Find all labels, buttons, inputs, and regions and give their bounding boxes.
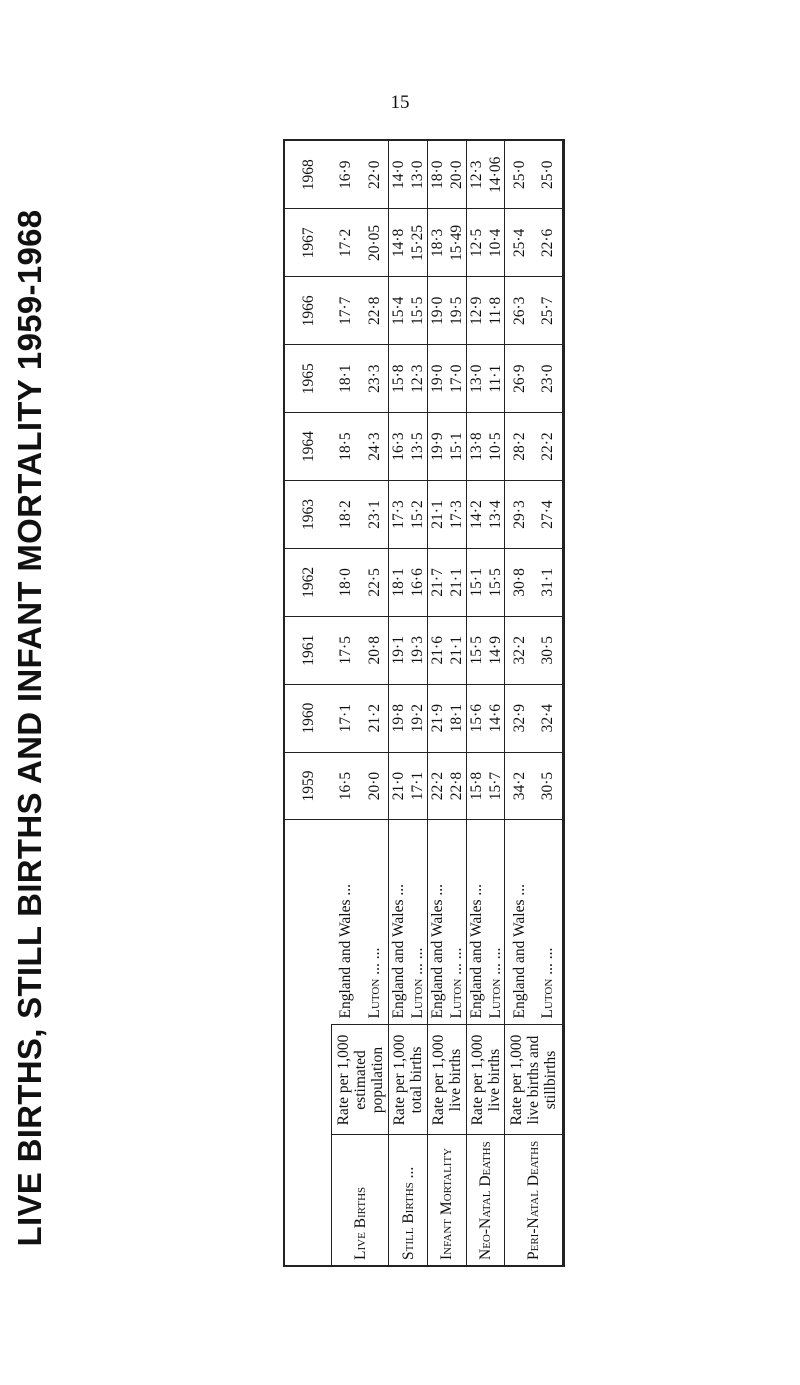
rate-cell: 27·4 [534, 481, 563, 549]
rate-cell: 13·8 [466, 413, 485, 481]
area-label: Luton ... ... [534, 820, 563, 1025]
year-header-1964: 1964 [285, 413, 332, 481]
rate-cell: 32·2 [505, 616, 534, 684]
year-header-1959: 1959 [285, 752, 332, 820]
rate-cell: 24·3 [360, 413, 389, 481]
rate-cell: 20·05 [360, 209, 389, 277]
rate-cell: 25·0 [505, 141, 534, 209]
rate-cell: 28·2 [505, 413, 534, 481]
rate-cell: 16·9 [332, 141, 360, 209]
rate-cell: 23·3 [360, 345, 389, 413]
rate-cell: 18·1 [332, 345, 360, 413]
statistics-table-frame [285, 141, 563, 1265]
rate-cell: 14·8 [389, 209, 408, 277]
rate-cell: 12·3 [408, 345, 427, 413]
rate-cell: 17·7 [332, 277, 360, 345]
area-label: Luton ... ... [447, 820, 466, 1025]
area-label: England and Wales ... [332, 820, 360, 1025]
rate-cell: 15·25 [408, 209, 427, 277]
statistics-table [285, 141, 563, 1265]
rate-cell: 15·1 [447, 413, 466, 481]
rate-cell: 20·0 [360, 752, 389, 820]
rate-cell: 29·3 [505, 481, 534, 549]
year-header-row [285, 141, 332, 1265]
table-row [332, 141, 360, 1265]
area-label: England and Wales ... [428, 820, 447, 1025]
rate-cell: 21·1 [447, 548, 466, 616]
table-row [389, 141, 408, 1265]
rate-cell: 26·9 [505, 345, 534, 413]
rate-cell: 14·2 [466, 481, 485, 549]
rate-cell: 19·0 [428, 345, 447, 413]
rate-cell: 16·5 [332, 752, 360, 820]
area-label: Luton ... ... [360, 820, 389, 1025]
rate-cell: 18·0 [332, 548, 360, 616]
area-label: Luton ... ... [486, 820, 505, 1025]
rate-cell: 22·5 [360, 548, 389, 616]
page-number: 15 [390, 92, 410, 113]
rate-cell: 25·0 [534, 141, 563, 209]
rate-cell: 13·4 [486, 481, 505, 549]
rate-cell: 21·1 [428, 481, 447, 549]
rate-cell: 17·2 [332, 209, 360, 277]
rate-cell: 21·9 [428, 684, 447, 752]
section-unit: Rate per 1,000 total births [389, 1025, 428, 1135]
rate-cell: 11·8 [486, 277, 505, 345]
section-category: Live Births [332, 1135, 389, 1265]
section-category: Infant Mortality [428, 1135, 467, 1265]
rate-cell: 14·0 [389, 141, 408, 209]
rate-cell: 22·6 [534, 209, 563, 277]
rate-cell: 15·49 [447, 209, 466, 277]
year-header-1967: 1967 [285, 209, 332, 277]
area-label: England and Wales ... [466, 820, 485, 1025]
year-header-1961: 1961 [285, 616, 332, 684]
rate-cell: 19·0 [428, 277, 447, 345]
rate-cell: 32·9 [505, 684, 534, 752]
section-unit: Rate per 1,000 live births and stillbirths [505, 1025, 563, 1135]
rate-cell: 15·5 [466, 616, 485, 684]
rate-cell: 14·9 [486, 616, 505, 684]
year-header-1962: 1962 [285, 548, 332, 616]
section-category: Neo-Natal Deaths [466, 1135, 505, 1265]
rate-cell: 26·3 [505, 277, 534, 345]
rate-cell: 17·3 [389, 481, 408, 549]
rate-cell: 18·2 [332, 481, 360, 549]
rate-cell: 15·6 [466, 684, 485, 752]
rate-cell: 16·3 [389, 413, 408, 481]
year-header-1960: 1960 [285, 684, 332, 752]
rate-cell: 20·0 [447, 141, 466, 209]
rate-cell: 30·5 [534, 616, 563, 684]
rate-cell: 10·5 [486, 413, 505, 481]
rate-cell: 20·8 [360, 616, 389, 684]
rate-cell: 21·0 [389, 752, 408, 820]
area-label: England and Wales ... [389, 820, 408, 1025]
rate-cell: 19·5 [447, 277, 466, 345]
year-header-1965: 1965 [285, 345, 332, 413]
year-header-1968: 1968 [285, 141, 332, 209]
year-header-1966: 1966 [285, 277, 332, 345]
rate-cell: 19·9 [428, 413, 447, 481]
rate-cell: 19·2 [408, 684, 427, 752]
rate-cell: 15·8 [466, 752, 485, 820]
rate-cell: 12·9 [466, 277, 485, 345]
rate-cell: 13·0 [408, 141, 427, 209]
header-blank [285, 1135, 332, 1265]
rate-cell: 16·6 [408, 548, 427, 616]
header-blank [285, 1025, 332, 1135]
rate-cell: 22·8 [360, 277, 389, 345]
rate-cell: 21·6 [428, 616, 447, 684]
section-category: Peri-Natal Deaths [505, 1135, 563, 1265]
rate-cell: 32·4 [534, 684, 563, 752]
rate-cell: 17·5 [332, 616, 360, 684]
rate-cell: 17·1 [408, 752, 427, 820]
rate-cell: 19·1 [389, 616, 408, 684]
rate-cell: 19·8 [389, 684, 408, 752]
rate-cell: 17·3 [447, 481, 466, 549]
rate-cell: 10·4 [486, 209, 505, 277]
rate-cell: 15·7 [486, 752, 505, 820]
rate-cell: 13·0 [466, 345, 485, 413]
rate-cell: 21·1 [447, 616, 466, 684]
table-body [285, 141, 563, 1265]
rate-cell: 23·0 [534, 345, 563, 413]
rate-cell: 25·4 [505, 209, 534, 277]
rate-cell: 25·7 [534, 277, 563, 345]
rate-cell: 13·5 [408, 413, 427, 481]
table-row [466, 141, 485, 1265]
rate-cell: 18·1 [389, 548, 408, 616]
rate-cell: 23·1 [360, 481, 389, 549]
rate-cell: 14·06 [486, 141, 505, 209]
rate-cell: 22·0 [360, 141, 389, 209]
rate-cell: 14·6 [486, 684, 505, 752]
section-unit: Rate per 1,000 live births [428, 1025, 467, 1135]
table-row [505, 141, 534, 1265]
rate-cell: 17·0 [447, 345, 466, 413]
rate-cell: 12·5 [466, 209, 485, 277]
rate-cell: 31·1 [534, 548, 563, 616]
area-label: Luton ... ... [408, 820, 427, 1025]
table-row [428, 141, 447, 1265]
page-title: LIVE BIRTHS, STILL BIRTHS AND INFANT MORTALITY 1959-1968 [11, 209, 48, 1247]
rate-cell: 15·1 [466, 548, 485, 616]
rate-cell: 12·3 [466, 141, 485, 209]
rate-cell: 18·0 [428, 141, 447, 209]
rate-cell: 18·1 [447, 684, 466, 752]
rate-cell: 11·1 [486, 345, 505, 413]
rate-cell: 30·8 [505, 548, 534, 616]
rate-cell: 30·5 [534, 752, 563, 820]
area-label: England and Wales ... [505, 820, 534, 1025]
rate-cell: 15·5 [408, 277, 427, 345]
rate-cell: 18·5 [332, 413, 360, 481]
rate-cell: 18·3 [428, 209, 447, 277]
section-unit: Rate per 1,000 estimated population [332, 1025, 389, 1135]
rate-cell: 17·1 [332, 684, 360, 752]
rate-cell: 15·4 [389, 277, 408, 345]
year-header-1963: 1963 [285, 481, 332, 549]
rate-cell: 22·2 [428, 752, 447, 820]
rate-cell: 15·8 [389, 345, 408, 413]
rate-cell: 15·5 [486, 548, 505, 616]
section-unit: Rate per 1,000 live births [466, 1025, 505, 1135]
rate-cell: 22·2 [534, 413, 563, 481]
rate-cell: 19·3 [408, 616, 427, 684]
rate-cell: 34·2 [505, 752, 534, 820]
header-blank [285, 820, 332, 1025]
rate-cell: 15·2 [408, 481, 427, 549]
rate-cell: 21·7 [428, 548, 447, 616]
rate-cell: 22·8 [447, 752, 466, 820]
section-category: Still Births ... [389, 1135, 428, 1265]
rate-cell: 21·2 [360, 684, 389, 752]
